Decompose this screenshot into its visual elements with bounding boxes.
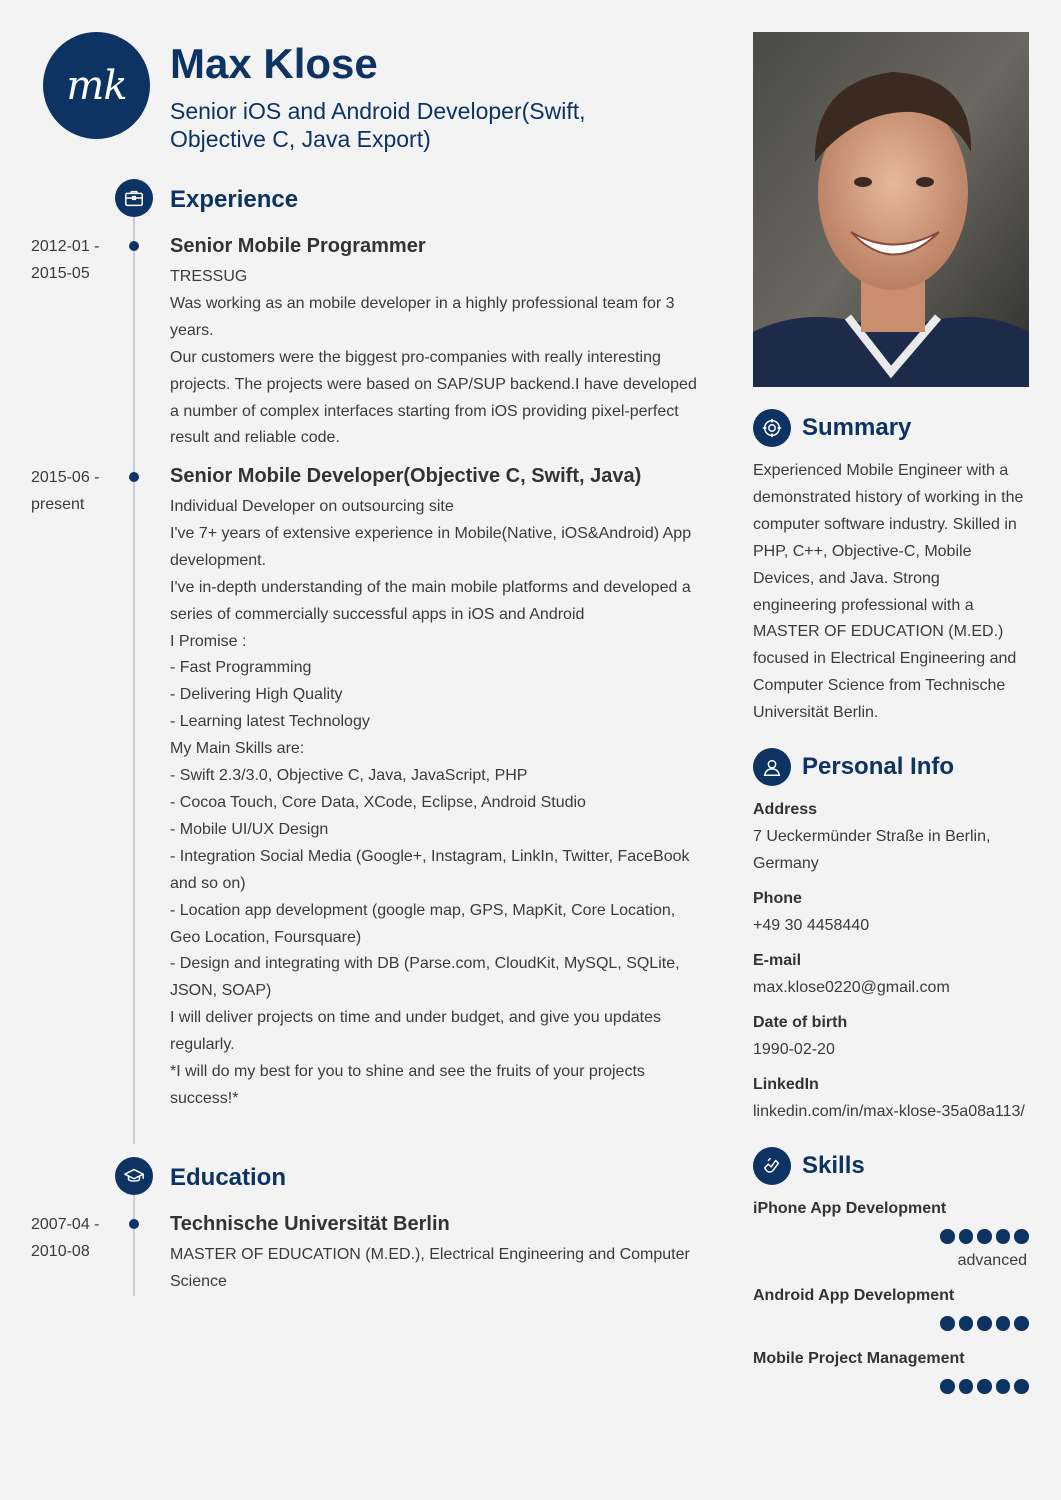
skills-icon (753, 1147, 791, 1185)
description-line: - Delivering High Quality (170, 686, 343, 704)
rating-dot (959, 1379, 974, 1394)
description-line: Was working as an mobile developer in a highly professional team for 3 (170, 294, 675, 312)
summary-line: Universität Berlin. (753, 704, 879, 722)
description-line: and so on) (170, 874, 246, 892)
rating-dot (940, 1229, 955, 1244)
school-name: Technische Universität Berlin (170, 1213, 450, 1235)
rating-dot (996, 1379, 1011, 1394)
description-line: I will deliver projects on time and under budget, and give you updates (170, 1009, 661, 1027)
experience-title: Experience (170, 186, 299, 213)
rating-dot (940, 1379, 955, 1394)
address-value (753, 823, 1043, 877)
rating-dot (1014, 1316, 1029, 1331)
target-icon (753, 409, 791, 447)
job-title: Senior Mobile Programmer (170, 235, 426, 257)
rating-dot (996, 1229, 1011, 1244)
description-line: MASTER OF EDUCATION (M.ED.), Electrical Engineering and Computer (170, 1246, 690, 1263)
date-end: 2010-08 (31, 1243, 90, 1260)
address-label: Address (753, 801, 818, 818)
skill-name: Android App Development (753, 1287, 955, 1304)
rating-dot (996, 1316, 1011, 1331)
timeline-dot (129, 1219, 139, 1229)
experience-timeline-line (133, 216, 135, 1144)
description-line: development. (170, 551, 267, 569)
job-date (31, 464, 100, 518)
graduation-cap-icon (115, 1157, 153, 1195)
job-description (170, 264, 710, 452)
date-end: 2015-05 (31, 265, 90, 282)
education-title: Education (170, 1164, 287, 1191)
rating-dot (1014, 1229, 1029, 1244)
description-line: - Swift 2.3/3.0, Objective C, Java, JavaScript, PHP (170, 767, 528, 785)
date-start: 2015-06 - (31, 469, 100, 486)
summary-line: Experienced Mobile Engineer with a (753, 462, 1009, 479)
email-label: E-mail (753, 952, 802, 969)
rating-dot (959, 1229, 974, 1244)
timeline-dot (129, 472, 139, 482)
summary-line: computer software industry. Skilled in (753, 515, 1017, 533)
portrait-illustration (753, 32, 1029, 387)
education-date (31, 1211, 100, 1265)
skill-name: iPhone App Development (753, 1200, 947, 1217)
date-start: 2012-01 - (31, 238, 100, 255)
description-line: I've in-depth understanding of the main mobile platforms and developed a (170, 578, 691, 596)
job-description (170, 494, 710, 1113)
monogram-logo (43, 32, 150, 139)
description-line: regularly. (170, 1036, 235, 1054)
briefcase-icon (115, 179, 153, 217)
summary-line: Computer Science from Technische (753, 677, 1006, 695)
summary-line: focused in Electrical Engineering and (753, 650, 1017, 668)
monogram-initials: mk (66, 62, 127, 109)
skill-rating (940, 1379, 1029, 1394)
address-line: 7 Ueckermünder Straße in Berlin, (753, 828, 991, 845)
description-line: - Integration Social Media (Google+, Instagram, LinkIn, Twitter, FaceBook (170, 847, 690, 865)
description-line: I Promise : (170, 632, 247, 650)
personal-info-title: Personal Info (802, 753, 955, 780)
description-line: - Location app development (google map, GPS, MapKit, Core Location, (170, 901, 676, 919)
description-line: My Main Skills are: (170, 740, 305, 758)
date-end: present (31, 496, 85, 513)
summary-line: demonstrated history of working in the (753, 488, 1024, 506)
skill-rating (940, 1229, 1029, 1244)
description-line: success!* (170, 1089, 239, 1107)
phone-value[interactable]: +49 30 4458440 (753, 917, 870, 934)
education-timeline-line (133, 1194, 135, 1296)
description-line: Individual Developer on outsourcing site (170, 498, 454, 515)
description-line: Our customers were the biggest pro-companies with really interesting (170, 348, 661, 366)
description-line: I've 7+ years of extensive experience in Mobile(Native, iOS&Android) App (170, 524, 692, 542)
description-line: - Mobile UI/UX Design (170, 820, 329, 838)
rating-dot (940, 1316, 955, 1331)
description-line: TRESSUG (170, 268, 248, 285)
description-line: Science (170, 1272, 227, 1290)
address-line: Germany (753, 855, 819, 872)
rating-dot (977, 1379, 992, 1394)
headline-line: Objective C, Java Export) (170, 126, 431, 152)
timeline-dot (129, 241, 139, 251)
skill-level: advanced (957, 1252, 1027, 1269)
candidate-name: Max Klose (170, 40, 378, 87)
summary-text (753, 458, 1033, 727)
description-line: series of commercially successful apps in iOS and Android (170, 605, 585, 623)
description-line: result and reliable code. (170, 429, 340, 447)
date-start: 2007-04 - (31, 1216, 100, 1233)
job-date (31, 233, 100, 287)
user-icon (753, 748, 791, 786)
description-line: - Cocoa Touch, Core Data, XCode, Eclipse, Android Studio (170, 793, 586, 811)
job-title: Senior Mobile Developer(Objective C, Swift, Java) (170, 465, 642, 487)
description-line: JSON, SOAP) (170, 982, 272, 1000)
skill-name: Mobile Project Management (753, 1350, 965, 1367)
linkedin-link[interactable]: linkedin.com/in/max-klose-35a08a113/ (753, 1103, 1025, 1120)
summary-line: PHP, C++, Objective-C, Mobile (753, 542, 972, 560)
phone-label: Phone (753, 890, 802, 907)
description-line: years. (170, 321, 214, 339)
description-line: *I will do my best for you to shine and see the fruits of your projects (170, 1063, 645, 1081)
email-value[interactable]: max.klose0220@gmail.com (753, 979, 950, 996)
description-line: projects. The projects were based on SAP/SUP backend.I have developed (170, 375, 697, 393)
rating-dot (1014, 1379, 1029, 1394)
summary-title: Summary (802, 414, 912, 441)
summary-line: Devices, and Java. Strong (753, 569, 940, 587)
rating-dot (977, 1229, 992, 1244)
description-line: - Learning latest Technology (170, 713, 370, 731)
linkedin-label: LinkedIn (753, 1076, 819, 1093)
description-line: - Fast Programming (170, 659, 312, 677)
degree-description (170, 1242, 710, 1296)
profile-photo (753, 32, 1029, 387)
rating-dot (959, 1316, 974, 1331)
dob-value: 1990-02-20 (753, 1041, 835, 1058)
skill-rating (940, 1316, 1029, 1331)
description-line: - Design and integrating with DB (Parse.com, CloudKit, MySQL, SQLite, (170, 955, 680, 973)
description-line: a number of complex interfaces starting from iOS providing pixel-perfect (170, 402, 679, 420)
rating-dot (977, 1316, 992, 1331)
candidate-headline (170, 97, 640, 153)
skills-title: Skills (802, 1152, 865, 1179)
dob-label: Date of birth (753, 1014, 848, 1031)
summary-line: MASTER OF EDUCATION (M.ED.) (753, 623, 1004, 641)
summary-line: engineering professional with a (753, 596, 974, 614)
headline-line: Senior iOS and Android Developer(Swift, (170, 98, 586, 124)
description-line: Geo Location, Foursquare) (170, 928, 362, 946)
